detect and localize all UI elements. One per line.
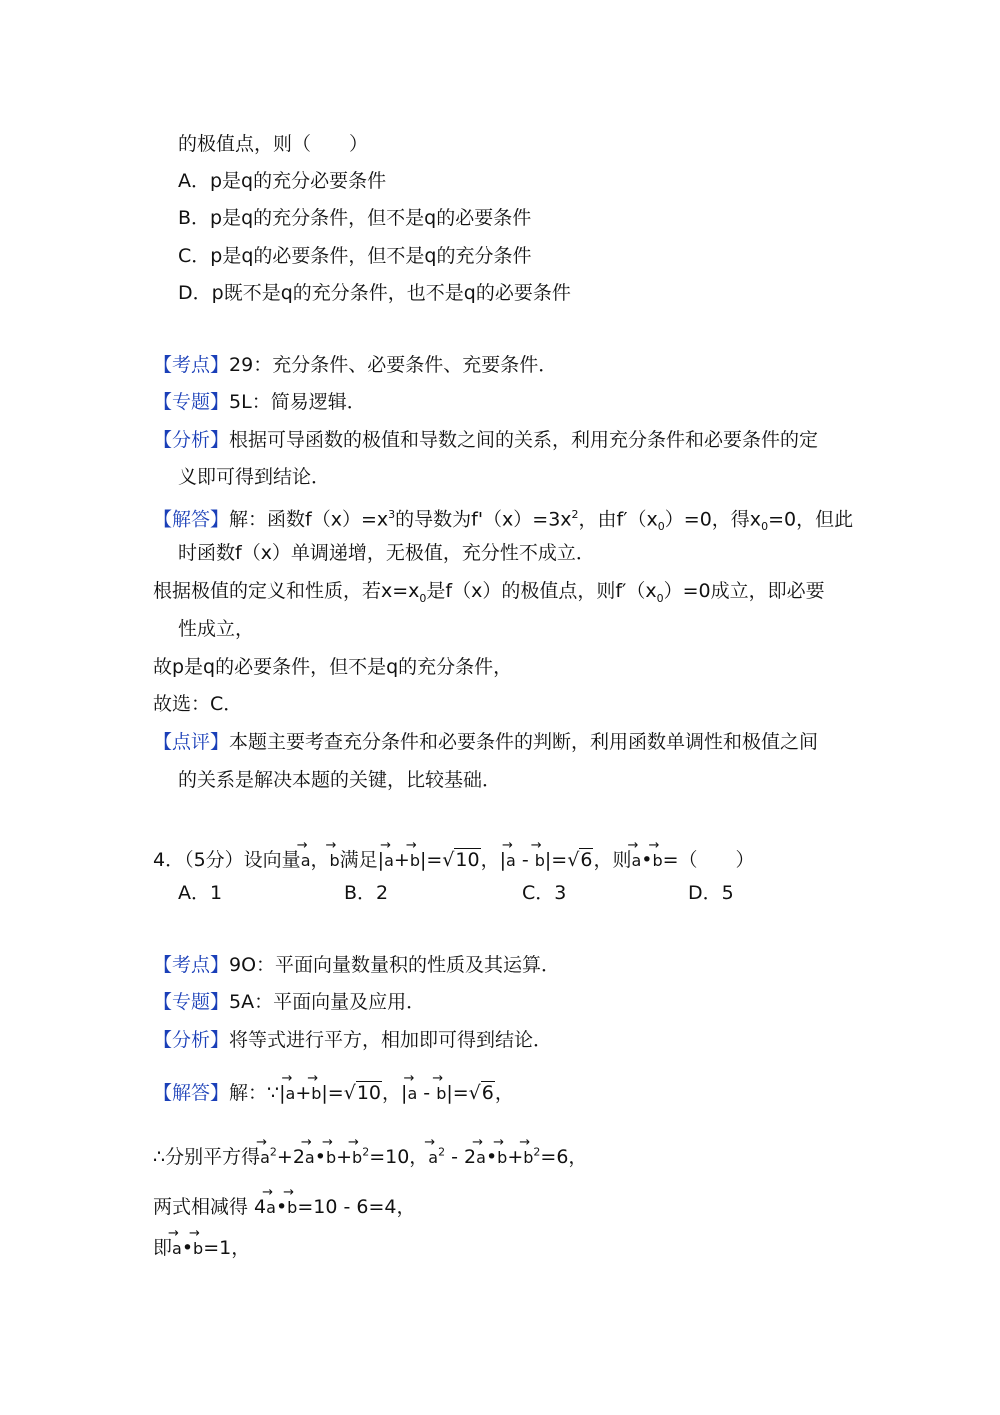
vector-a: → a — [476, 1139, 486, 1171]
text: ）=0成立，即必要 — [663, 580, 825, 602]
q3-zhuanti — [153, 389, 366, 415]
zhuanti-tag: 【专题】 — [153, 991, 230, 1013]
q3-option-a: A．p是q的充分必要条件 — [178, 170, 387, 192]
vector-b: → b — [436, 1075, 446, 1107]
text: 4．（5分）设向量 — [153, 849, 301, 871]
q3-dianping-cont: 的关系是解决本题的关键，比较基础． — [178, 769, 502, 791]
text: ， — [494, 1082, 514, 1104]
exp-3: 3 — [388, 508, 396, 521]
q3-line-4: 性成立， — [178, 618, 255, 640]
text: 两式相减得 4 — [153, 1196, 267, 1218]
vector-a: → a — [286, 1075, 296, 1107]
vector-a: → a — [428, 1139, 438, 1171]
text: 即 — [153, 1237, 173, 1259]
text: - — [417, 1082, 437, 1104]
q3-option-d: D．p既不是q的充分条件，也不是q的必要条件 — [178, 282, 571, 304]
text: |= — [321, 1082, 344, 1104]
text: =10， — [369, 1146, 429, 1168]
sqrt-symbol: √ — [442, 849, 455, 871]
text: • — [275, 1196, 288, 1218]
q4-jieda — [153, 1075, 514, 1107]
vector-a: → a — [301, 842, 311, 874]
q4-option-b: B．2 — [344, 882, 389, 904]
vector-a: → a — [384, 842, 394, 874]
text: =10 - 6=4， — [297, 1196, 416, 1218]
q3-line-3 — [153, 578, 825, 612]
fenxi-tag: 【分析】 — [153, 429, 230, 451]
q4-stem — [153, 842, 755, 874]
text: +2 — [276, 1146, 305, 1168]
vector-b: → b — [652, 842, 662, 874]
sub-0: 0 — [761, 520, 769, 534]
jieda-tag: 【解答】 — [153, 1082, 230, 1104]
kaodian-text: 29：充分条件、必要条件、充要条件． — [229, 354, 558, 376]
zhuanti-text: 5A：平面向量及应用． — [229, 991, 426, 1013]
vector-b: → b — [330, 842, 340, 874]
vector-b: → b — [287, 1189, 297, 1221]
sqrt-symbol: √ — [343, 1082, 356, 1104]
text: • — [485, 1146, 498, 1168]
text: |= — [544, 849, 568, 871]
q3-fenxi — [153, 427, 818, 453]
kaodian-tag: 【考点】 — [153, 954, 230, 976]
text: - 2 — [445, 1146, 477, 1168]
text: • — [181, 1237, 194, 1259]
text: • — [641, 849, 653, 871]
vector-a: → a — [305, 1139, 315, 1171]
q3-option-c: C．p是q的必要条件，但不是q的充分条件 — [178, 245, 532, 267]
kaodian-text: 9O：平面向量数量积的性质及其运算． — [229, 954, 561, 976]
vector-a: → a — [172, 1230, 182, 1262]
text: ，| — [382, 1082, 408, 1104]
vector-b: → b — [535, 842, 545, 874]
jieda-text: ）=0，得x — [664, 508, 762, 531]
kaodian-tag: 【考点】 — [153, 354, 230, 376]
q3-dianping — [153, 729, 818, 755]
sub-0: 0 — [419, 591, 427, 605]
text: + — [507, 1146, 524, 1168]
q4-option-d: D．5 — [688, 882, 734, 904]
vector-b: → b — [311, 1075, 321, 1107]
vector-b: → b — [497, 1139, 507, 1171]
jieda-text: 解：函数f（x）=x — [229, 508, 389, 531]
exp-2: 2 — [533, 1145, 541, 1159]
fenxi-text-1: 根据可导函数的极值和导数之间的关系，利用充分条件和必要条件的定 — [229, 429, 819, 451]
radicand: 10 — [455, 849, 480, 871]
radicand: 10 — [356, 1082, 382, 1104]
text: - — [515, 849, 535, 871]
q3-option-b: B．p是q的充分条件，但不是q的必要条件 — [178, 207, 532, 229]
q3-line-5: 故p是q的必要条件，但不是q的充分条件， — [153, 656, 513, 678]
radicand: 6 — [481, 1082, 494, 1104]
text: =6， — [540, 1146, 588, 1168]
q4-zhuanti — [153, 989, 425, 1015]
text: ∴分别平方得 — [153, 1146, 261, 1168]
text: • — [314, 1146, 326, 1168]
text: |= — [446, 1082, 469, 1104]
q3-kaodian — [153, 352, 557, 378]
q4-result-line — [153, 1230, 250, 1262]
text: 满足| — [339, 849, 385, 871]
fenxi-text: 将等式进行平方，相加即可得到结论． — [229, 1029, 553, 1051]
q4-option-a: A．1 — [178, 882, 223, 904]
text: =1， — [203, 1237, 251, 1259]
text: ，则 — [593, 849, 632, 871]
q3-stem-tail: 的极值点，则（ ） — [178, 133, 369, 155]
text: 是f（x）的极值点，则f′（x — [426, 580, 657, 602]
vector-b: → b — [410, 842, 420, 874]
exp-2: 2 — [438, 1145, 446, 1159]
vector-a: → a — [407, 1075, 417, 1107]
vector-a: → a — [260, 1139, 270, 1171]
q4-kaodian — [153, 952, 560, 978]
zhuanti-text: 5L：简易逻辑． — [229, 391, 366, 413]
exp-2: 2 — [269, 1145, 277, 1159]
vector-a: → a — [631, 842, 641, 874]
jieda-text: =0，但此 — [768, 508, 854, 531]
text: + — [393, 849, 410, 871]
dianping-text: 本题主要考查充分条件和必要条件的判断，利用函数单调性和极值之间 — [229, 731, 819, 753]
sub-0: 0 — [656, 591, 664, 605]
exp-2: 2 — [571, 508, 579, 521]
radicand: 6 — [580, 849, 593, 871]
text: |= — [419, 849, 443, 871]
jieda-text: ，由f′（x — [578, 508, 658, 531]
zhuanti-tag: 【专题】 — [153, 391, 230, 413]
text: =（ ） — [662, 849, 755, 871]
dianping-tag: 【点评】 — [153, 731, 230, 753]
text: + — [336, 1146, 353, 1168]
vector-b: → b — [523, 1139, 533, 1171]
jieda-tag: 【解答】 — [153, 508, 230, 531]
text: 根据极值的定义和性质，若x=x — [153, 580, 420, 602]
sqrt-symbol: √ — [567, 849, 580, 871]
text: 解：∵| — [229, 1082, 286, 1104]
q4-subtract-line — [153, 1189, 415, 1221]
q3-jieda-cont: 时函数f（x）单调递增，无极值，充分性不成立． — [178, 542, 595, 564]
jieda-text: 的导数为f'（x）=3x — [395, 508, 572, 531]
vector-b: → b — [352, 1139, 362, 1171]
fenxi-tag: 【分析】 — [153, 1029, 230, 1051]
vector-a: → a — [266, 1189, 276, 1221]
sub-0: 0 — [657, 520, 665, 534]
text: ， — [310, 849, 330, 871]
exp-2: 2 — [362, 1145, 370, 1159]
q4-square-line — [153, 1139, 587, 1171]
vector-b: → b — [193, 1230, 203, 1262]
text: + — [295, 1082, 312, 1104]
q4-option-c: C．3 — [522, 882, 567, 904]
q3-fenxi-cont: 义即可得到结论． — [178, 466, 331, 488]
q3-jieda — [153, 502, 853, 540]
vector-a: → a — [506, 842, 516, 874]
sqrt-symbol: √ — [468, 1082, 481, 1104]
text: ，| — [480, 849, 506, 871]
vector-b: → b — [326, 1139, 336, 1171]
q4-fenxi — [153, 1027, 552, 1053]
q3-line-6: 故选：C． — [153, 693, 243, 715]
